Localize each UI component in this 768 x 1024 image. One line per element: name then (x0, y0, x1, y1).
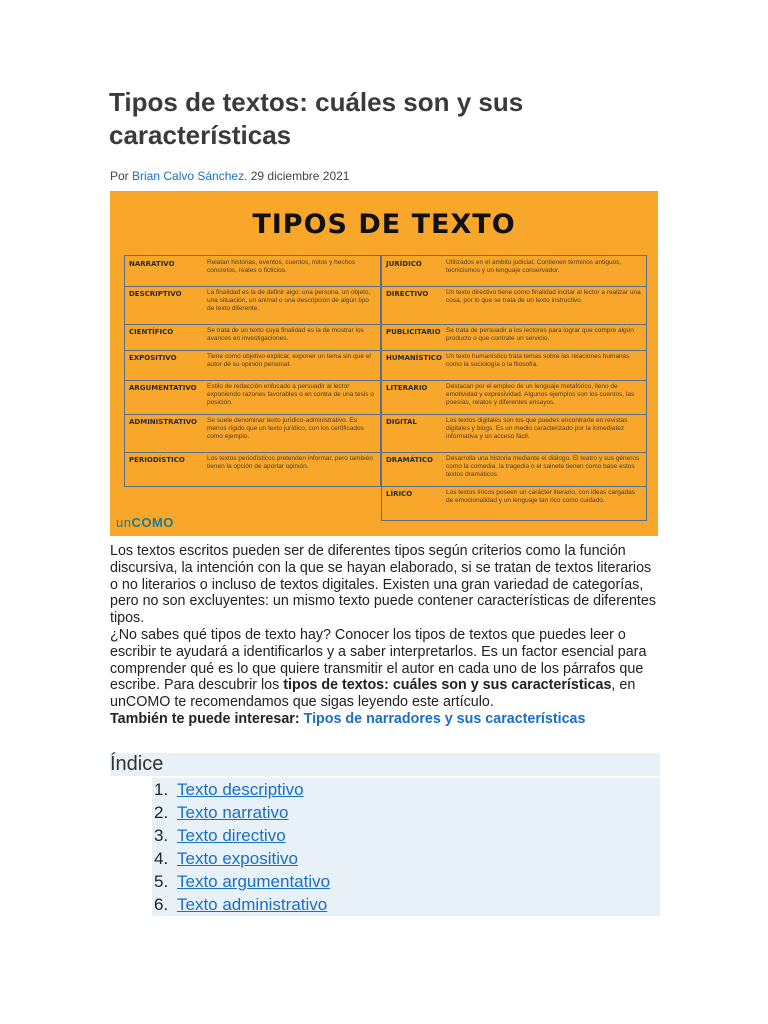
logo-suffix: COMO (131, 515, 174, 530)
infographic-row (382, 486, 646, 521)
p2-end: , en unCOMO te recomendamos que sigas leyendo este artículo. (110, 677, 636, 711)
article-title: Tipos de textos: cuáles son y sus características (109, 87, 524, 150)
index-item-link[interactable]: Texto expositivo (177, 849, 298, 868)
text-type-description: Los textos digitales son los que puedes encontrarte en revistas digitales y blogs. Es un medio caracterizado por la inmediatez informativa y un acceso fácil. (446, 417, 628, 440)
index-item-number: 1. (154, 780, 169, 799)
text-type-description: Un texto directivo tiene como finalidad incitar al lector a realizar una cosa, por lo que se trata de un texto instructivo. (446, 289, 641, 304)
infographic-heading: TIPOS DE TEXTO (252, 209, 516, 240)
infographic-left-column (124, 255, 381, 487)
logo-prefix: un (116, 515, 132, 530)
index-item-link[interactable]: Texto administrativo (177, 895, 328, 914)
index-header (110, 753, 660, 776)
text-type-name: DRAMÁTICO (386, 456, 433, 464)
text-type-description: Destacan por el empleo de un lenguaje metafórico, lleno de emotividad y expresividad. Algunos ejemplos son los cuentos, las poesías, relatos y diferentes ensayos. (446, 383, 635, 406)
uncomo-logo (116, 515, 174, 530)
index-item[interactable] (152, 824, 660, 847)
text-type-description: Estilo de redacción enfocado a persuadir al lector exponiendo razones favorables o en contra de una tesis o posición. (207, 383, 374, 406)
infographic-row (125, 286, 380, 325)
text-type-description: Los textos líricos poseen un carácter literario, con ideas cargadas de emocionalidad y un lenguaje tan rico como cuidado. (446, 489, 635, 504)
infographic-row (125, 414, 380, 453)
infographic-row (382, 256, 646, 287)
publish-date: . 29 diciembre 2021 (244, 169, 350, 183)
infographic-row (382, 452, 646, 487)
related-label: También te puede interesar: (110, 710, 304, 727)
infographic-row (125, 324, 380, 351)
index-item[interactable] (152, 893, 660, 916)
text-type-name: PERIODÍSTICO (129, 456, 185, 464)
text-type-name: EXPOSITIVO (129, 354, 177, 362)
index-item-link[interactable]: Texto argumentativo (177, 872, 331, 891)
related-article (110, 711, 662, 728)
index-item-number: 3. (154, 826, 169, 845)
text-type-name: ADMINISTRATIVO (129, 418, 197, 426)
index-item-link[interactable]: Texto narrativo (177, 803, 289, 822)
index-item-link[interactable]: Texto descriptivo (177, 780, 304, 799)
text-type-name: DIGITAL (386, 418, 417, 426)
p2-bold: tipos de textos: cuáles son y sus características (283, 677, 612, 694)
text-type-description: Los textos periodísticos pretenden informar, pero también tienen la opción de aportar opinión. (207, 455, 373, 470)
index-heading: Índice (110, 753, 164, 775)
text-type-description: Tiene como objetivo explicar, exponer un tema sin que el autor dé su opinión personal. (207, 353, 371, 368)
types-of-text-infographic (110, 191, 658, 536)
infographic-row (382, 380, 646, 415)
text-type-name: LITERARIO (386, 384, 428, 392)
infographic-row (125, 350, 380, 381)
index-item[interactable] (152, 801, 660, 824)
infographic-row (125, 452, 380, 487)
text-type-name: HUMANÍSTICO (386, 354, 442, 362)
infographic-row (125, 380, 380, 415)
text-type-name: JURÍDICO (386, 260, 422, 268)
index-item[interactable] (152, 870, 660, 893)
related-link[interactable]: Tipos de narradores y sus características (303, 710, 586, 727)
infographic-row (125, 256, 380, 287)
infographic-row (382, 350, 646, 381)
index-item[interactable] (152, 847, 660, 870)
text-type-name: PUBLICITARIO (386, 328, 441, 336)
text-type-description: Relatan historias, eventos, cuentos, mitos y hechos concretos, reales o ficticios. (207, 259, 356, 274)
text-type-description: Se trata de un texto cuya finalidad es la de mostrar los avances en investigaciones. (207, 327, 364, 342)
infographic-row (382, 286, 646, 325)
text-type-description: Se suele denominar texto jurídico-administrativo. Es menos rígido que un texto jurídico, con los certificados como ejemplo. (207, 417, 364, 440)
text-type-description: Utilizados en el ámbito judicial. Contienen términos antiguos, tecnicismos y un lenguaje conservador. (446, 259, 622, 274)
byline-prefix: Por (110, 169, 133, 183)
index-item-number: 2. (154, 803, 169, 822)
text-type-name: DESCRIPTIVO (129, 290, 182, 298)
text-type-description: Desarrolla una historia mediante el diálogo. El teatro y sus géneros como la comedia, la tragedia o el sainete tienen como base estos textos dramáticos. (446, 455, 640, 478)
infographic-right-column (381, 255, 647, 521)
index-item[interactable] (152, 778, 660, 801)
index-list (152, 778, 660, 916)
text-type-name: CIENTÍFICO (129, 328, 174, 336)
intro-paragraph-1: Los textos escritos pueden ser de diferentes tipos según criterios como la función discursiva, la intención con la que se hayan elaborado, si se tratan de textos literarios o no literarios o incluso de textos digitales. Existen una gran variedad de categorías, pero no son excluyentes: un mismo texto puede contener características de diferentes tipos. (110, 543, 656, 627)
text-type-description: Un texto humanístico trata temas sobre las relaciones humanas como la sociología o la filosofía. (446, 353, 630, 368)
infographic-row (382, 414, 646, 453)
infographic-row (382, 324, 646, 351)
p2-start: ¿No sabes qué tipos de texto hay? Conocer los tipos de textos que puedes leer o escribir te ayudará a identificarlos y a saber interpretarlos. Es un factor esencial para comprender qué es lo que quiere transmitir el autor en cada uno de los párrafos que escribe. Para descubrir los (110, 626, 647, 694)
index-item-number: 4. (154, 849, 169, 868)
text-type-name: ARGUMENTATIVO (129, 384, 197, 392)
author-link[interactable]: Brian Calvo Sánchez (132, 169, 245, 183)
index-item-number: 6. (154, 895, 169, 914)
intro-paragraph-2 (110, 627, 662, 711)
index-item-number: 5. (154, 872, 169, 891)
text-type-name: NARRATIVO (129, 260, 175, 268)
text-type-name: DIRECTIVO (386, 290, 429, 298)
article-body (110, 543, 662, 728)
text-type-description: Se trata de persuadir a los lectores para lograr que compre algún producto o que contrate un servicio. (446, 327, 634, 342)
text-type-name: LÍRICO (386, 490, 413, 498)
text-type-description: La finalidad es la de definir algo: una persona, un objeto, una situación, un animal o una descripción de algún tipo de texto diferente. (207, 289, 371, 312)
index-item-link[interactable]: Texto directivo (177, 826, 286, 845)
byline (110, 169, 349, 183)
